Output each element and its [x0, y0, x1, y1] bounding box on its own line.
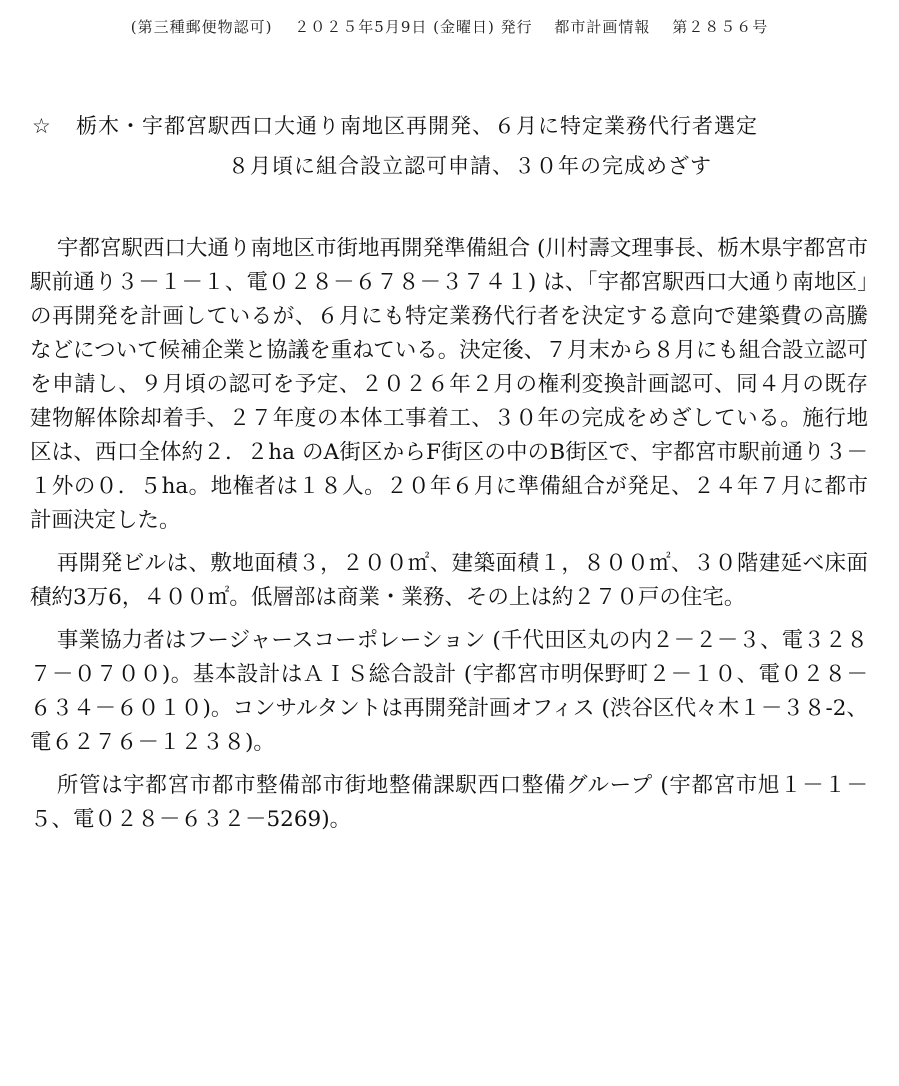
article-paragraph-partners: 事業協力者はフージャースコーポレーション (千代田区丸の内２－２－３、電３２８７－０７００)。基本設計はＡＩＳ総合設計 (宇都宮市明保野町２－１０、電０２８－６３４－６０１０)。コンサルタントは再開発計画オフィス (渋谷区代々木１－３８-2、電６２７６－１２３８)。: [30, 628, 868, 755]
issue-number: 第２８５６号: [672, 18, 769, 36]
article-paragraph-jurisdiction: 所管は宇都宮市都市整備部市街地整備課駅西口整備グループ (宇都宮市旭１－１－５、電０２８－６３２－5269)。: [30, 773, 868, 832]
headline-text-1: 栃木・宇都宮駅西口大通り南地区再開発、６月に特定業務代行者選定: [76, 114, 758, 138]
page-header: [0, 16, 899, 37]
issue-date: ２０２５年5月9日 (金曜日) 発行: [294, 18, 533, 36]
article-paragraph-overview: 宇都宮駅西口大通り南地区市街地再開発準備組合 (川村壽文理事長、栃木県宇都宮市駅前通り３－１－１、電０２８－６７８－３７４１) は、「宇都宮駅西口大通り南地区」の再開発を計画しているが、６月にも特定業務代行者を決定する意向で建築費の高騰などについて候補企業と協議を重ねている。決定後、７月末から８月にも組合設立認可を申請し、９月頃の認可を予定、２０２６年２月の権利変換計画認可、同４月の既存建物解体除却着手、２７年度の本体工事着工、３０年の完成をめざしている。施行地区は、西口全体約２．２ha のA街区からF街区の中のB街区で、宇都宮市駅前通り３－１外の０．５ha。地権者は１８人。２０年６月に準備組合が発足、２４年７月に都市計画決定した。: [30, 236, 868, 533]
headline-line-2: [228, 150, 899, 180]
headline-line-1: [32, 110, 872, 140]
star-icon: ☆: [32, 114, 52, 138]
publication-name: 都市計画情報: [554, 18, 651, 36]
headline-text-2: ８月頃に組合設立認可申請、３０年の完成めざす: [228, 154, 712, 178]
article-body: [30, 232, 868, 846]
postal-permit: (第三種郵便物認可): [130, 18, 273, 36]
article-paragraph-building: 再開発ビルは、敷地面積３，２００㎡、建築面積１，８００㎡、３０階建延べ床面積約3万6，４００㎡。低層部は商業・業務、その上は約２７０戸の住宅。: [30, 551, 868, 610]
